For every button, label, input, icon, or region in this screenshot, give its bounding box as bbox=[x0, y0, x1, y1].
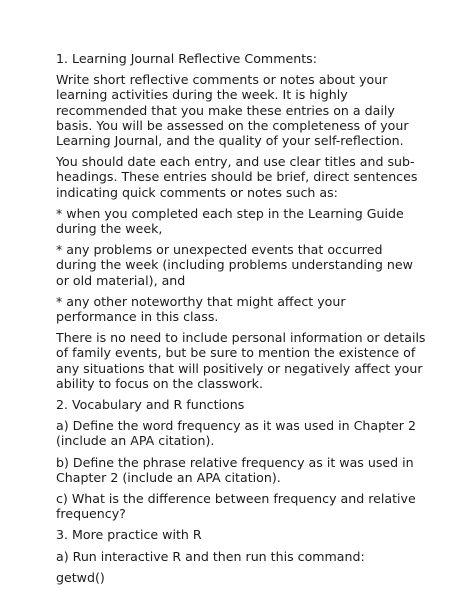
section-heading-learning-journal: 1. Learning Journal Reflective Comments: bbox=[56, 51, 317, 66]
paragraph-entry-format: You should date each entry, and use clear titles and sub-headings. These entries should be brief, direct sentences indicating quick comments or notes such as: bbox=[56, 154, 418, 200]
paragraph-personal-info: There is no need to include personal information or details of family events, but be sure to mention the existence of any situations that will positively or negatively affect your ability to focus on the classwork. bbox=[56, 330, 426, 391]
code-command: getwd() bbox=[56, 569, 105, 585]
question-a-frequency: a) Define the word frequency as it was used in Chapter 2 (include an APA citation). bbox=[56, 418, 416, 449]
document-page bbox=[56, 51, 426, 591]
question-c-difference: c) What is the difference between frequency and relative frequency? bbox=[56, 491, 416, 522]
bullet-completed-steps: * when you completed each step in the Learning Guide during the week, bbox=[56, 205, 404, 237]
bullet-problems: * any problems or unexpected events that occurred during the week (including problems understanding new or old material), and bbox=[56, 242, 413, 288]
question-b-relative-frequency: b) Define the phrase relative frequency as it was used in Chapter 2 (include an APA citation). bbox=[56, 454, 414, 485]
section-heading-vocabulary: 2. Vocabulary and R functions bbox=[56, 397, 245, 413]
question-a-run-r: a) Run interactive R and then run this command: bbox=[56, 548, 365, 564]
section-heading-r-practice: 3. More practice with R bbox=[56, 527, 202, 543]
bullet-noteworthy: * any other noteworthy that might affect your performance in this class. bbox=[56, 293, 346, 325]
paragraph-instructions: Write short reflective comments or notes about your learning activities during the week. It is highly recommended that you make these entries on a daily basis. You will be assessed on the completeness of your Learning Journal, and the quality of your self-reflection. bbox=[56, 72, 409, 149]
